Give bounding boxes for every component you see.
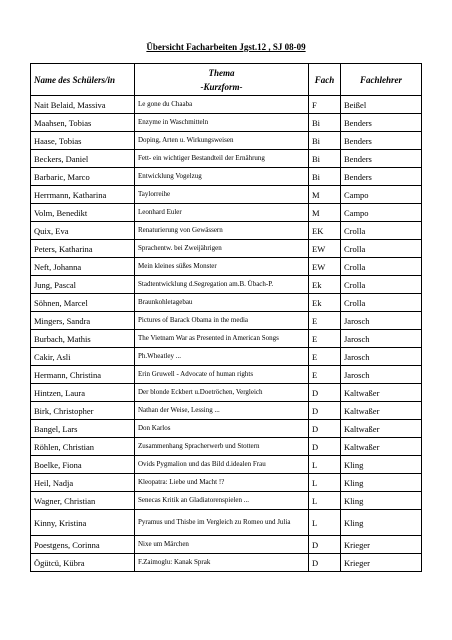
cell-fachlehrer: Kling (341, 456, 422, 474)
cell-thema: Senecas Kritik an Gladiatorenspielen ... (135, 492, 309, 510)
table-row (31, 258, 422, 276)
cell-thema: Enzyme in Waschmitteln (135, 114, 309, 132)
cell-fach: D (309, 554, 341, 572)
cell-fach: M (309, 204, 341, 222)
cell-name: Maahsen, Tobias (31, 114, 135, 132)
header-name: Name des Schülers/in (31, 64, 135, 96)
cell-fachlehrer: Kaltwaßer (341, 384, 422, 402)
cell-fachlehrer: Crolla (341, 258, 422, 276)
cell-thema: Renaturierung von Gewässern (135, 222, 309, 240)
cell-name: Kinny, Kristina (31, 510, 135, 536)
table-row (31, 554, 422, 572)
cell-name: Heil, Nadja (31, 474, 135, 492)
cell-fachlehrer: Benders (341, 150, 422, 168)
cell-name: Barbaric, Marco (31, 168, 135, 186)
cell-fachlehrer: Jarosch (341, 312, 422, 330)
facharbeiten-table (30, 63, 422, 572)
cell-fach: L (309, 456, 341, 474)
cell-thema: Erin Gruwell - Advocate of human rights (135, 366, 309, 384)
cell-fach: EK (309, 222, 341, 240)
header-kurzform-label: -Kurzform- (200, 81, 243, 92)
cell-fach: D (309, 536, 341, 554)
cell-fachlehrer: Crolla (341, 222, 422, 240)
cell-fachlehrer: Kling (341, 492, 422, 510)
cell-fach: E (309, 312, 341, 330)
cell-fachlehrer: Kaltwaßer (341, 402, 422, 420)
cell-name: Bangel, Lars (31, 420, 135, 438)
table-row (31, 510, 422, 536)
cell-name: Ögütcü, Kübra (31, 554, 135, 572)
table-row (31, 438, 422, 456)
cell-thema: Fett- ein wichtiger Bestandteil der Ernährung (135, 150, 309, 168)
cell-thema: Entwicklung Vogelzug (135, 168, 309, 186)
table-row (31, 330, 422, 348)
table-row (31, 312, 422, 330)
table-row (31, 402, 422, 420)
cell-fachlehrer: Jarosch (341, 330, 422, 348)
table-row (31, 474, 422, 492)
cell-fachlehrer: Benders (341, 132, 422, 150)
cell-thema: Ph.Wheatley ... (135, 348, 309, 366)
table-row (31, 204, 422, 222)
table-row (31, 186, 422, 204)
cell-fachlehrer: Benders (341, 168, 422, 186)
cell-thema: F.Zaimoglu: Kanak Sprak (135, 554, 309, 572)
cell-name: Quix, Eva (31, 222, 135, 240)
cell-fachlehrer: Kaltwaßer (341, 420, 422, 438)
cell-name: Volm, Benedikt (31, 204, 135, 222)
cell-fachlehrer: Krieger (341, 554, 422, 572)
cell-fachlehrer: Kling (341, 474, 422, 492)
table-row (31, 348, 422, 366)
cell-fach: L (309, 474, 341, 492)
header-thema (135, 64, 309, 96)
table-row (31, 294, 422, 312)
header-fach: Fach (309, 64, 341, 96)
cell-fachlehrer: Kling (341, 510, 422, 536)
cell-thema: Doping, Arten u. Wirkungsweisen (135, 132, 309, 150)
table-row (31, 276, 422, 294)
cell-fach: Bi (309, 168, 341, 186)
cell-thema: Braunkohletagebau (135, 294, 309, 312)
header-fachlehrer: Fachlehrer (341, 64, 422, 96)
cell-fach: Ek (309, 294, 341, 312)
cell-fach: EW (309, 258, 341, 276)
cell-fachlehrer: Campo (341, 186, 422, 204)
cell-thema: Stadtentwicklung d.Segregation am.B. Übach-P. (135, 276, 309, 294)
cell-thema: The Vietnam War as Presented in American Songs (135, 330, 309, 348)
cell-fach: E (309, 348, 341, 366)
cell-thema: Taylorreihe (135, 186, 309, 204)
table-row (31, 536, 422, 554)
cell-name: Röhlen, Christian (31, 438, 135, 456)
cell-thema: Zusammenhang Spracherwerb und Stottern (135, 438, 309, 456)
cell-fachlehrer: Beißel (341, 96, 422, 114)
cell-thema: Leonhard Euler (135, 204, 309, 222)
cell-fachlehrer: Krieger (341, 536, 422, 554)
cell-name: Nait Belaid, Massiva (31, 96, 135, 114)
cell-thema: Pyramus und Thisbe im Vergleich zu Romeo und Julia (135, 510, 309, 536)
cell-fach: Bi (309, 150, 341, 168)
cell-name: Hintzen, Laura (31, 384, 135, 402)
header-thema-label: Thema (208, 67, 235, 78)
cell-thema: Ovids Pygmalion und das Bild d.idealen Frau (135, 456, 309, 474)
cell-fach: EW (309, 240, 341, 258)
cell-name: Boelke, Fiona (31, 456, 135, 474)
cell-name: Cakir, Asli (31, 348, 135, 366)
table-row (31, 222, 422, 240)
cell-fachlehrer: Campo (341, 204, 422, 222)
cell-fachlehrer: Jarosch (341, 348, 422, 366)
cell-name: Wagner, Christian (31, 492, 135, 510)
table-row (31, 132, 422, 150)
cell-fachlehrer: Crolla (341, 276, 422, 294)
cell-fach: D (309, 402, 341, 420)
cell-fachlehrer: Benders (341, 114, 422, 132)
cell-thema: Der blonde Eckbert u.Doetröchen, Vergleich (135, 384, 309, 402)
cell-thema: Nathan der Weise, Lessing ... (135, 402, 309, 420)
cell-name: Beckers, Daniel (31, 150, 135, 168)
cell-name: Söhnen, Marcel (31, 294, 135, 312)
cell-fachlehrer: Jarosch (341, 366, 422, 384)
cell-thema: Pictures of Barack Obama in the media (135, 312, 309, 330)
table-row (31, 366, 422, 384)
cell-fach: L (309, 510, 341, 536)
table-row (31, 420, 422, 438)
cell-thema: Don Karlos (135, 420, 309, 438)
cell-fach: L (309, 492, 341, 510)
cell-fach: M (309, 186, 341, 204)
cell-name: Herrmann, Katharina (31, 186, 135, 204)
cell-thema: Nixe um Märchen (135, 536, 309, 554)
table-row (31, 456, 422, 474)
cell-thema: Sprachentw. bei Zweijährigen (135, 240, 309, 258)
table-row (31, 384, 422, 402)
cell-fach: Bi (309, 132, 341, 150)
cell-name: Jung, Pascal (31, 276, 135, 294)
cell-thema: Kleopatra: Liebe und Macht !? (135, 474, 309, 492)
cell-name: Birk, Christopher (31, 402, 135, 420)
cell-fach: D (309, 420, 341, 438)
table-row (31, 492, 422, 510)
cell-name: Haase, Tobias (31, 132, 135, 150)
cell-fach: E (309, 366, 341, 384)
table-row (31, 240, 422, 258)
cell-name: Peters, Katharina (31, 240, 135, 258)
cell-name: Hermann, Christina (31, 366, 135, 384)
cell-fachlehrer: Crolla (341, 294, 422, 312)
cell-fach: F (309, 96, 341, 114)
cell-fach: D (309, 438, 341, 456)
cell-fach: Ek (309, 276, 341, 294)
cell-thema: Mein kleines süßes Monster (135, 258, 309, 276)
cell-fach: D (309, 384, 341, 402)
table-row (31, 150, 422, 168)
cell-name: Burbach, Mathis (31, 330, 135, 348)
cell-thema: Le gone du Chaaba (135, 96, 309, 114)
cell-fachlehrer: Kaltwaßer (341, 438, 422, 456)
cell-name: Poestgens, Corinna (31, 536, 135, 554)
cell-fach: Bi (309, 114, 341, 132)
cell-fach: E (309, 330, 341, 348)
cell-fachlehrer: Crolla (341, 240, 422, 258)
cell-name: Mingers, Sandra (31, 312, 135, 330)
table-row (31, 168, 422, 186)
cell-name: Neft, Johanna (31, 258, 135, 276)
table-row (31, 114, 422, 132)
document-title: Übersicht Facharbeiten Jgst.12 , SJ 08-09 (146, 42, 306, 52)
table-row (31, 96, 422, 114)
table-header-row (31, 64, 422, 96)
